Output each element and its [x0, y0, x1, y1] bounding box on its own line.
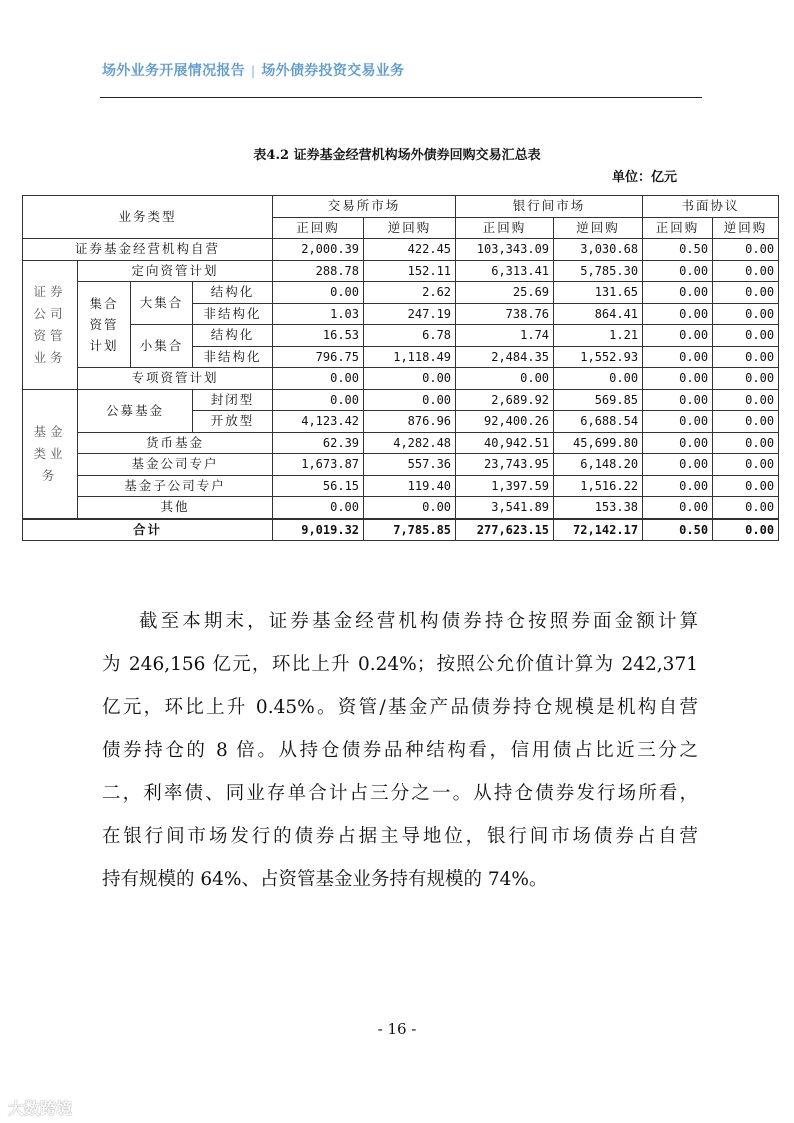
value-cell: 2,484.35 — [456, 346, 554, 368]
value-cell: 2,000.39 — [273, 239, 364, 261]
col-header-written: 书面协议 — [643, 196, 779, 218]
value-cell: 1,673.87 — [273, 454, 364, 476]
value-cell: 0.50 — [643, 239, 713, 261]
paragraph-line: 截至本期末，证券基金经营机构债券持仓按照券面金额计算 — [139, 611, 698, 632]
value-cell: 40,942.51 — [456, 432, 554, 454]
value-cell: 288.78 — [273, 260, 364, 282]
group-label: 证券公司资管业务 — [23, 260, 78, 389]
subgroup-label: 小集合 — [131, 325, 193, 368]
subgroup-label: 公募基金 — [78, 389, 193, 432]
table-title: 表4.2 证券基金经营机构场外债券回购交易汇总表 — [253, 148, 541, 163]
col-header-repo: 正回购 — [273, 217, 364, 239]
value-cell: 0.00 — [643, 411, 713, 433]
value-cell: 0.00 — [713, 239, 779, 261]
value-cell: 796.75 — [273, 346, 364, 368]
value-cell: 0.00 — [713, 282, 779, 304]
table-unit: 单位：亿元 — [612, 170, 678, 185]
row-label: 基金公司专户 — [78, 454, 273, 476]
table-row — [23, 282, 779, 304]
col-header-reverse: 逆回购 — [554, 217, 643, 239]
value-cell: 23,743.95 — [456, 454, 554, 476]
value-cell: 0.00 — [713, 411, 779, 433]
value-cell: 0.00 — [713, 325, 779, 347]
value-cell: 0.00 — [643, 325, 713, 347]
value-cell: 0.00 — [713, 389, 779, 411]
table-row — [23, 325, 779, 347]
value-cell: 131.65 — [554, 282, 643, 304]
value-cell: 16.53 — [273, 325, 364, 347]
value-cell: 9,019.32 — [273, 519, 364, 541]
subgroup-label: 集合资管计划 — [78, 282, 131, 368]
value-cell: 3,030.68 — [554, 239, 643, 261]
value-cell: 0.00 — [643, 475, 713, 497]
value-cell: 0.00 — [713, 454, 779, 476]
value-cell: 153.38 — [554, 497, 643, 519]
row-label: 货币基金 — [78, 432, 273, 454]
col-header-exchange: 交易所市场 — [273, 196, 456, 218]
value-cell: 6,313.41 — [456, 260, 554, 282]
table-row — [23, 454, 779, 476]
value-cell: 0.00 — [713, 497, 779, 519]
table-row — [23, 368, 779, 390]
value-cell: 6,148.20 — [554, 454, 643, 476]
col-header-repo: 正回购 — [456, 217, 554, 239]
value-cell: 56.15 — [273, 475, 364, 497]
row-label: 合计 — [23, 519, 273, 541]
value-cell: 0.00 — [643, 303, 713, 325]
value-cell: 0.00 — [364, 389, 456, 411]
value-cell: 0.00 — [364, 368, 456, 390]
group-label: 基金类业务 — [23, 389, 78, 519]
value-cell: 6.78 — [364, 325, 456, 347]
value-cell: 119.40 — [364, 475, 456, 497]
header-separator: | — [251, 64, 256, 78]
value-cell: 0.00 — [456, 368, 554, 390]
value-cell: 277,623.15 — [456, 519, 554, 541]
paragraph-line: 亿元，环比上升 0.45%。资管/基金产品债券持仓规模是机构自营 — [102, 697, 698, 718]
value-cell: 1.03 — [273, 303, 364, 325]
total-row — [23, 519, 779, 541]
table-row — [23, 497, 779, 519]
row-label: 非结构化 — [193, 346, 273, 368]
row-label: 非结构化 — [193, 303, 273, 325]
value-cell: 0.00 — [643, 497, 713, 519]
repo-summary-table — [22, 195, 779, 541]
paragraph-line: 在银行间市场发行的债券占据主导地位，银行间市场债券占自营 — [102, 826, 698, 847]
value-cell: 1,516.22 — [554, 475, 643, 497]
value-cell: 2.62 — [364, 282, 456, 304]
table-row — [23, 260, 779, 282]
value-cell: 25.69 — [456, 282, 554, 304]
value-cell: 0.50 — [643, 519, 713, 541]
value-cell: 0.00 — [713, 519, 779, 541]
value-cell: 0.00 — [713, 432, 779, 454]
value-cell: 0.00 — [713, 368, 779, 390]
value-cell: 7,785.85 — [364, 519, 456, 541]
value-cell: 0.00 — [643, 454, 713, 476]
value-cell: 4,282.48 — [364, 432, 456, 454]
value-cell: 0.00 — [364, 497, 456, 519]
value-cell: 422.45 — [364, 239, 456, 261]
page-number: - 16 - — [377, 1020, 417, 1038]
value-cell: 45,699.80 — [554, 432, 643, 454]
header-rule — [100, 97, 702, 98]
value-cell: 72,142.17 — [554, 519, 643, 541]
value-cell: 1.74 — [456, 325, 554, 347]
value-cell: 1,397.59 — [456, 475, 554, 497]
running-header — [102, 60, 404, 80]
value-cell: 92,400.26 — [456, 411, 554, 433]
value-cell: 876.96 — [364, 411, 456, 433]
table-row — [23, 389, 779, 411]
col-header-type: 业务类型 — [23, 196, 273, 239]
value-cell: 1,552.93 — [554, 346, 643, 368]
value-cell: 0.00 — [643, 368, 713, 390]
paragraph-line: 持有规模的 64%、占资管基金业务持有规模的 74%。 — [102, 869, 548, 890]
value-cell: 0.00 — [643, 282, 713, 304]
value-cell: 0.00 — [273, 368, 364, 390]
value-cell: 4,123.42 — [273, 411, 364, 433]
value-cell: 5,785.30 — [554, 260, 643, 282]
value-cell: 2,689.92 — [456, 389, 554, 411]
paragraph-line: 为 246,156 亿元，环比上升 0.24%；按照公允价值计算为 242,371 — [102, 654, 698, 675]
row-label: 定向资管计划 — [78, 260, 273, 282]
value-cell: 103,343.09 — [456, 239, 554, 261]
value-cell: 62.39 — [273, 432, 364, 454]
value-cell: 0.00 — [643, 346, 713, 368]
value-cell: 0.00 — [713, 303, 779, 325]
row-label: 专项资管计划 — [78, 368, 273, 390]
col-header-reverse: 逆回购 — [364, 217, 456, 239]
col-header-repo: 正回购 — [643, 217, 713, 239]
row-label: 基金子公司专户 — [78, 475, 273, 497]
col-header-interbank: 银行间市场 — [456, 196, 643, 218]
value-cell: 0.00 — [643, 432, 713, 454]
value-cell: 0.00 — [273, 389, 364, 411]
table-row — [23, 475, 779, 497]
header-section-title: 场外债券投资交易业务 — [261, 63, 405, 79]
value-cell: 738.76 — [456, 303, 554, 325]
header-report-title: 场外业务开展情况报告 — [102, 63, 245, 79]
table-row — [23, 239, 779, 261]
table-row — [23, 432, 779, 454]
value-cell: 247.19 — [364, 303, 456, 325]
value-cell: 3,541.89 — [456, 497, 554, 519]
row-label: 封闭型 — [193, 389, 273, 411]
value-cell: 0.00 — [273, 497, 364, 519]
value-cell: 0.00 — [713, 260, 779, 282]
paragraph-line: 债券持仓的 8 倍。从持仓债券品种结构看，信用债占比近三分之 — [102, 740, 698, 761]
paragraph-line: 二，利率债、同业存单合计占三分之一。从持仓债券发行场所看， — [102, 783, 698, 804]
value-cell: 0.00 — [554, 368, 643, 390]
value-cell: 0.00 — [713, 346, 779, 368]
row-label: 结构化 — [193, 282, 273, 304]
value-cell: 1,118.49 — [364, 346, 456, 368]
row-label: 结构化 — [193, 325, 273, 347]
row-label: 证券基金经营机构自营 — [23, 239, 273, 261]
value-cell: 0.00 — [273, 282, 364, 304]
row-label: 其他 — [78, 497, 273, 519]
header-row-1 — [23, 196, 779, 218]
value-cell: 1.21 — [554, 325, 643, 347]
value-cell: 0.00 — [643, 260, 713, 282]
body-paragraph — [102, 607, 698, 908]
value-cell: 569.85 — [554, 389, 643, 411]
value-cell: 152.11 — [364, 260, 456, 282]
value-cell: 0.00 — [643, 389, 713, 411]
value-cell: 557.36 — [364, 454, 456, 476]
col-header-reverse: 逆回购 — [713, 217, 779, 239]
row-label: 开放型 — [193, 411, 273, 433]
subgroup-label: 大集合 — [131, 282, 193, 325]
value-cell: 0.00 — [713, 475, 779, 497]
value-cell: 6,688.54 — [554, 411, 643, 433]
value-cell: 864.41 — [554, 303, 643, 325]
watermark-logo: 大数跨境 — [8, 1099, 73, 1118]
